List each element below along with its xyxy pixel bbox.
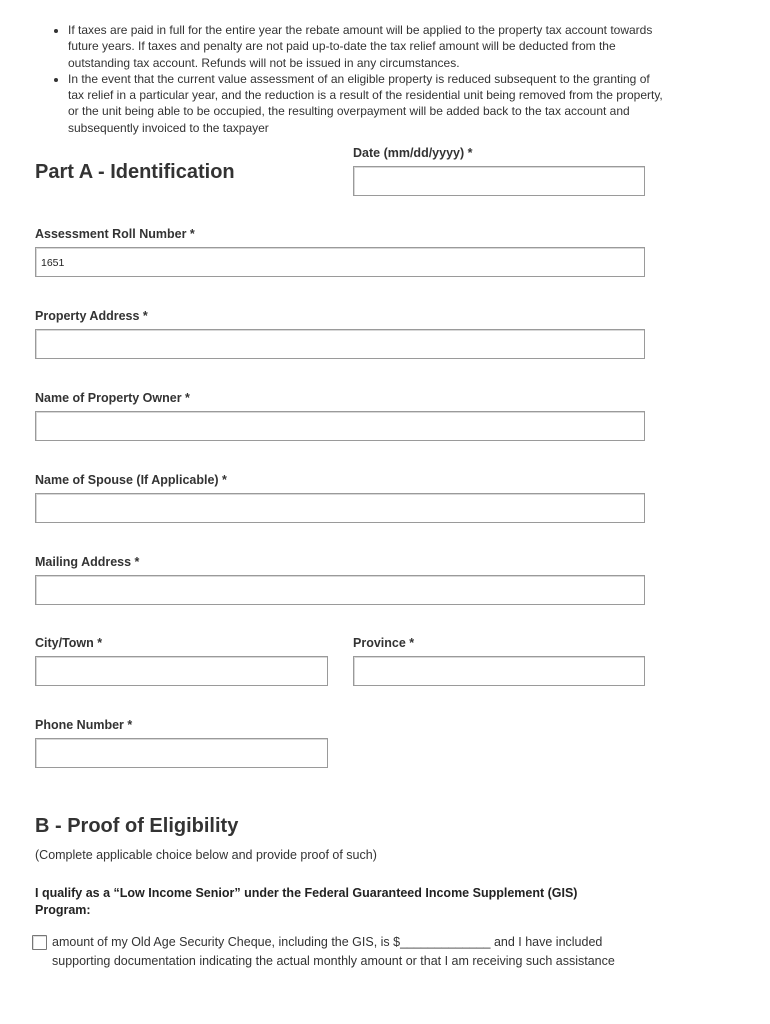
- intro-bullet-list: [50, 22, 668, 136]
- city-label: City/Town *: [35, 636, 103, 650]
- roll-number-label: Assessment Roll Number *: [35, 227, 195, 241]
- province-label: Province *: [353, 636, 415, 650]
- mailing-address-field[interactable]: [35, 575, 645, 605]
- intro-bullet-2: • In the event that the current value assessment of an eligible property is reduced subsequent to the granting of tax relief in a particular year, and the reduction is a result of the residential unit being removed from the property, or the unit being able to be occupied, the resulting overpayment will be added back to the tax account and subsequently invoiced to the taxpayer: [68, 71, 668, 136]
- spouse-name-label: Name of Spouse (If Applicable) *: [35, 473, 227, 487]
- owner-name-label: Name of Property Owner *: [35, 391, 190, 405]
- part-b-title: B - Proof of Eligibility: [35, 815, 239, 837]
- property-address-label: Property Address *: [35, 309, 148, 323]
- gis-amount-checkbox[interactable]: [32, 935, 47, 950]
- spouse-name-field[interactable]: [35, 493, 645, 523]
- province-field[interactable]: [353, 656, 645, 686]
- date-field[interactable]: [353, 166, 645, 196]
- roll-number-field[interactable]: 1651: [35, 247, 645, 277]
- phone-label: Phone Number *: [35, 718, 133, 732]
- part-b-note: (Complete applicable choice below and provide proof of such): [35, 848, 377, 862]
- gis-amount-choice-text: amount of my Old Age Security Cheque, including the GIS, is $_____________ and I have included supporting documentation indicating the actual monthly amount or that I am receiving such assistance: [52, 935, 615, 968]
- mailing-address-label: Mailing Address *: [35, 555, 140, 569]
- phone-field[interactable]: [35, 738, 328, 768]
- city-field[interactable]: [35, 656, 328, 686]
- property-address-field[interactable]: [35, 329, 645, 359]
- part-a-title: Part A - Identification: [35, 161, 235, 183]
- intro-bullet-1: • If taxes are paid in full for the entire year the rebate amount will be applied to the property tax account towards future years. If taxes and penalty are not paid up-to-date the tax relief amount will be deducted from the outstanding tax account. Refunds will not be issued in any circumstances.: [68, 22, 668, 71]
- date-label: Date (mm/dd/yyyy) *: [353, 146, 473, 160]
- gis-qualify-heading: I qualify as a “Low Income Senior” under the Federal Guaranteed Income Supplement (GIS) Program:: [35, 886, 578, 917]
- owner-name-field[interactable]: [35, 411, 645, 441]
